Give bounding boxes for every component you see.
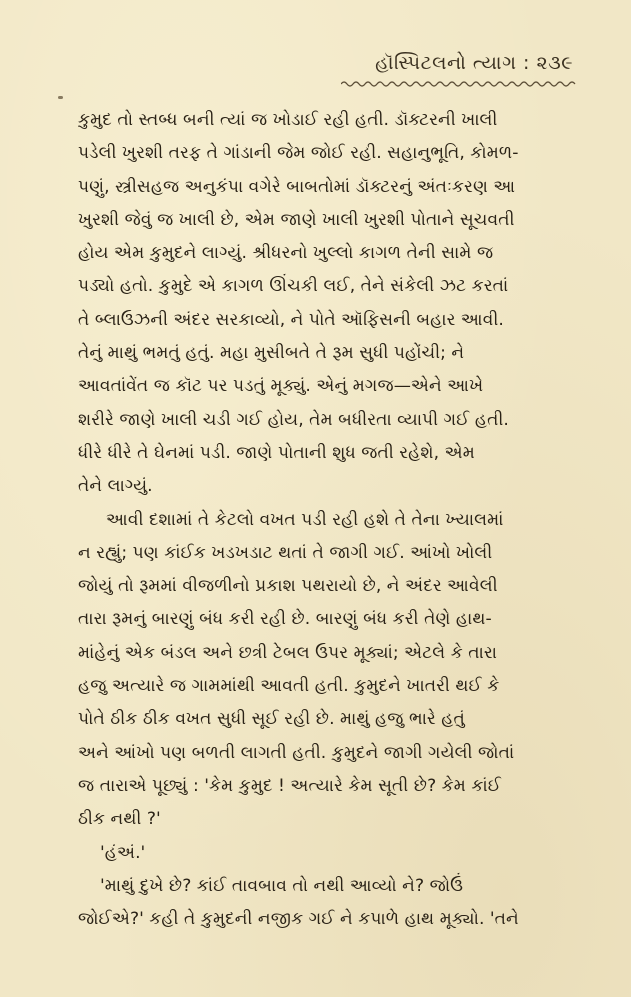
running-head: હૉસ્પિટલનો ત્યાગ : ૨૩૯ — [375, 52, 573, 74]
text-line: જોયું તો રૂમમાં વીજળીનો પ્રકાશ પથરાયો છે, ને અંદર આવેલી — [78, 576, 498, 597]
text-line: જોઈએ?' કહી તે કુમુદની નજીક ગઈ ને કપાળે હાથ મૂક્યો. 'તને — [78, 909, 519, 930]
dialog-line: 'માથું દુખે છે? કાંઈ તાવબાવ તો નથી આવ્યો ને? જોઉં — [100, 875, 464, 896]
text-line: ધીરે ધીરે તે ઘેનમાં પડી. જાણે પોતાની શુધ જતી રહેશે, એમ — [78, 442, 475, 463]
paragraph-start-line: આવી દશામાં તે કેટલો વખત પડી રહી હશે તે તેના ખ્યાલમાં — [106, 509, 504, 530]
text-line: ન રહ્યું; પણ કાંઈક ખડખડાટ થતાં તે જાગી ગઈ. આંખો ખોલી — [78, 542, 493, 563]
text-line: માંહેનું એક બંડલ અને છત્રી ટેબલ ઉપર મૂક્યાં; એટલે કે તારા — [78, 642, 497, 663]
text-line: હોય એમ કુમુદને લાગ્યું. શ્રીધરનો ખુલ્લો કાગળ તેની સામે જ — [78, 243, 494, 264]
text-line: હજુ અત્યારે જ ગામમાંથી આવતી હતી. કુમુદને ખાતરી થઈ કે — [78, 676, 500, 697]
text-line: તે બ્લાઉઝની અંદર સરકાવ્યો, ને પોતે ઑફિસની બહાર આવી. — [78, 309, 504, 330]
ink-speck — [58, 96, 63, 99]
text-line: પોતે ઠીક ઠીક વખત સુધી સૂઈ રહી છે. માથું હજુ ભારે હતું — [78, 709, 465, 730]
text-line: આવતાંવેંત જ કૉટ પર પડતું મૂક્યું. એનું મગજ—એને આખે — [78, 376, 484, 397]
text-line: તેનું માથું ભમતું હતું. મહા મુસીબતે તે રૂમ સુધી પહોંચી; ને — [78, 343, 465, 364]
text-line: અને આંખો પણ બળતી લાગતી હતી. કુમુદને જાગી ગયેલી જોતાં — [78, 742, 515, 763]
text-line: તારા રૂમનું બારણું બંધ કરી રહી છે. બારણું બંધ કરી તેણે હાથ- — [78, 609, 492, 630]
text-line: કુમુદ તો સ્તબ્ધ બની ત્યાં જ ખોડાઈ રહી હતી. ડૉક્ટરની ખાલી — [78, 110, 498, 130]
body-text — [78, 104, 570, 936]
dialog-line: 'હંઅં.' — [100, 842, 146, 863]
text-line: જ તારાએ પૂછ્યું : 'કેમ કુમુદ ! અત્યારે કેમ સૂતી છે? કેમ કાંઈ — [78, 775, 502, 796]
text-line: પડ્યો હતો. કુમુદે એ કાગળ ઊંચકી લઈ, તેને સંકેલી ઝટ કરતાં — [78, 276, 509, 297]
text-line: પણું, સ્ત્રીસહજ અનુકંપા વગેરે બાબતોમાં ડૉક્ટરનું અંતઃકરણ આ — [78, 176, 516, 197]
text-line: ઠીક નથી ?' — [78, 809, 161, 830]
text-line: તેને લાગ્યું. — [78, 476, 153, 497]
text-line: શરીરે જાણે ખાલી ચડી ગઈ હોય, તેમ બધીરતા વ્યાપી ગઈ હતી. — [78, 409, 509, 430]
text-line: પડેલી ખુરશી તરફ તે ગાંડાની જેમ જોઈ રહી. સહાનુભૂતિ, કોમળ- — [78, 143, 519, 164]
wavy-underline — [341, 80, 577, 88]
text-line: ખુરશી જેવું જ ખાલી છે, એમ જાણે ખાલી ખુરશી પોતાને સૂચવતી — [78, 209, 515, 230]
